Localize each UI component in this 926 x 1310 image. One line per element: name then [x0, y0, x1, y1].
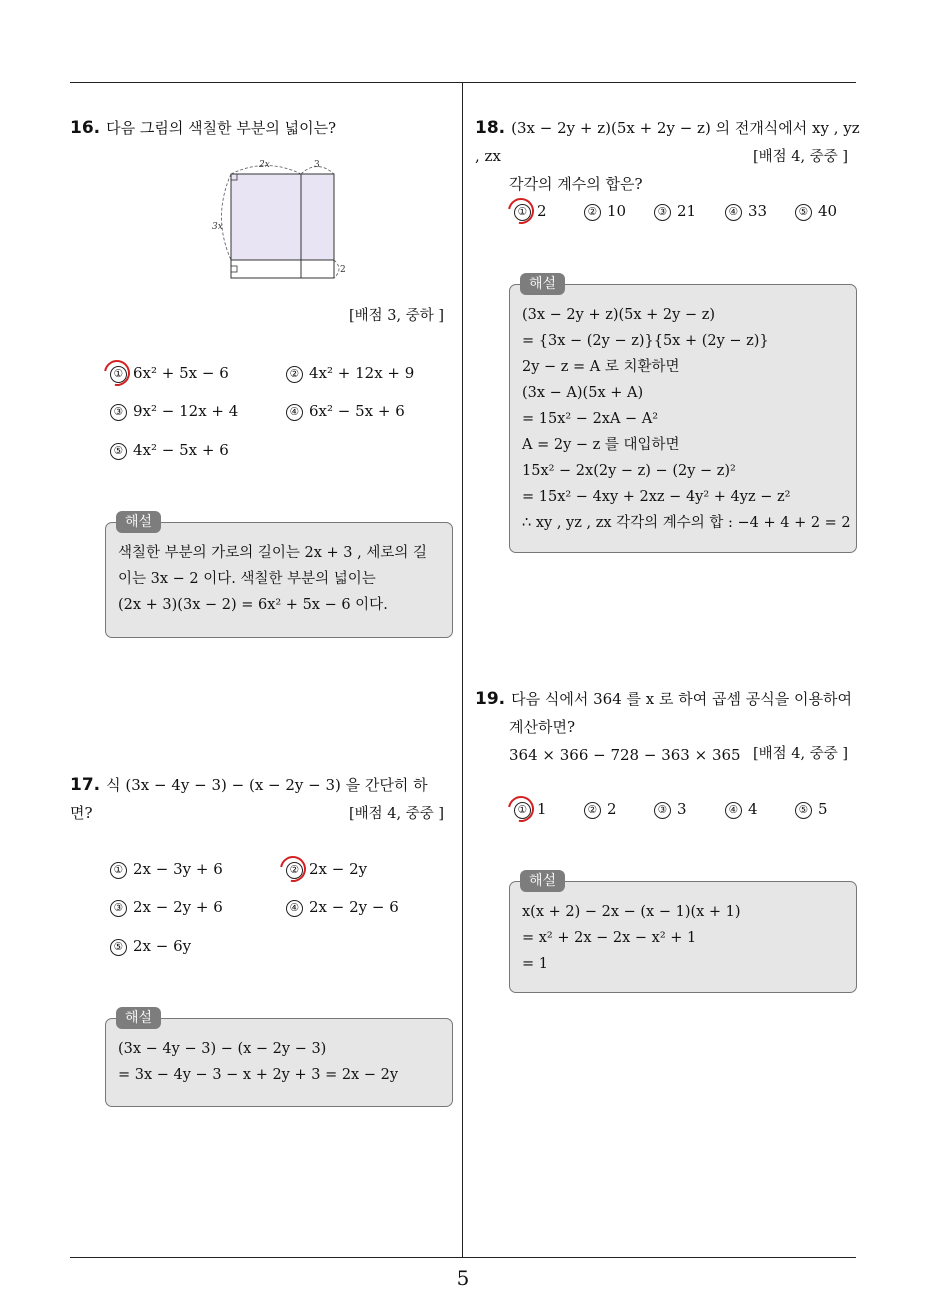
- option-text: 2: [537, 202, 547, 220]
- option-number: ①: [514, 802, 531, 819]
- solution-line: = {3x − (2y − z)}{5x + (2y − z)}: [522, 333, 769, 349]
- q18-solution-box: [509, 276, 857, 553]
- question-number: 16.: [70, 118, 101, 138]
- question-19-meta: [배점 4, 중중 ]: [753, 746, 849, 762]
- option-text: 6x² + 5x − 6: [133, 364, 229, 382]
- solution-body: [118, 1036, 440, 1088]
- q17-option-1[interactable]: [110, 860, 223, 879]
- question-text-cont: 계산하면?: [509, 718, 576, 736]
- solution-body: [522, 302, 851, 536]
- option-text: 21: [677, 202, 697, 220]
- option-text: 2: [607, 800, 617, 818]
- option-number: ⑤: [795, 802, 812, 819]
- solution-line: (2x + 3)(3x − 2) = 6x² + 5x − 6 이다.: [118, 597, 388, 613]
- option-number: ②: [584, 204, 601, 221]
- solution-line: 2y − z = A 로 치환하면: [522, 359, 680, 375]
- label-2: 2: [340, 265, 346, 275]
- q18-option-5[interactable]: [795, 202, 837, 221]
- solution-label: 해설: [520, 273, 565, 295]
- figure-rectangle-diagram: [210, 155, 350, 285]
- selected-answer-mark: [99, 355, 135, 391]
- option-number: ⑤: [110, 939, 127, 956]
- page-number: 5: [456, 1266, 470, 1290]
- solution-line: 이는 3x − 2 이다. 색칠한 부분의 넓이는: [118, 571, 376, 587]
- q18-option-3[interactable]: [654, 202, 696, 221]
- question-text-cont: 각각의 계수의 합은?: [509, 175, 643, 193]
- solution-line: (3x − 4y − 3) − (x − 2y − 3): [118, 1041, 327, 1057]
- option-number: ①: [110, 862, 127, 879]
- question-18-meta: [배점 4, 중중 ]: [753, 149, 849, 165]
- solution-line: = 1: [522, 956, 548, 972]
- option-number: ⑤: [795, 204, 812, 221]
- option-number: ③: [110, 404, 127, 421]
- question-expression: 364 × 366 − 728 − 363 × 365: [509, 746, 741, 764]
- solution-label: 해설: [116, 511, 161, 533]
- q19-option-5[interactable]: [795, 800, 828, 819]
- option-text: 9x² − 12x + 4: [133, 402, 239, 420]
- option-number: ①: [110, 366, 127, 383]
- question-number: 18.: [475, 118, 506, 138]
- option-text: 2x − 2y − 6: [309, 898, 399, 916]
- question-text: 다음 그림의 색칠한 부분의 넓이는?: [106, 119, 337, 137]
- solution-line: (3x − 2y + z)(5x + 2y − z): [522, 307, 716, 323]
- q18-option-2[interactable]: [584, 202, 626, 221]
- label-3x: 3x: [212, 222, 223, 232]
- option-number: ③: [110, 900, 127, 917]
- question-text: 식 (3x − 4y − 3) − (x − 2y − 3) 을 간단히 하면?: [70, 776, 428, 822]
- solution-line: 색칠한 부분의 가로의 길이는 2x + 3 , 세로의 길: [118, 545, 427, 561]
- option-number: ④: [725, 204, 742, 221]
- shaded-region: [231, 174, 334, 260]
- option-text: 5: [818, 800, 828, 818]
- solution-line: x(x + 2) − 2x − (x − 1)(x + 1): [522, 904, 741, 920]
- question-text: (3x − 2y + z)(5x + 2y − z) 의 전개식에서 xy , yz , zx: [475, 119, 860, 165]
- solution-line: (3x − A)(5x + A): [522, 385, 644, 401]
- option-number: ①: [514, 204, 531, 221]
- option-number: ②: [286, 366, 303, 383]
- q17-option-4[interactable]: [286, 898, 399, 917]
- option-text: 33: [748, 202, 768, 220]
- option-number: ④: [725, 802, 742, 819]
- q19-option-3[interactable]: [654, 800, 687, 819]
- option-text: 10: [607, 202, 627, 220]
- q19-option-4[interactable]: [725, 800, 758, 819]
- option-number: ④: [286, 404, 303, 421]
- label-3: 3: [314, 160, 320, 170]
- option-text: 4x² − 5x + 6: [133, 441, 229, 459]
- option-text: 2x − 2y + 6: [133, 898, 223, 916]
- question-16-meta: [배점 3, 중하 ]: [349, 308, 445, 324]
- solution-line: = 3x − 4y − 3 − x + 2y + 3 = 2x − 2y: [118, 1067, 399, 1083]
- option-number: ④: [286, 900, 303, 917]
- option-number: ③: [654, 204, 671, 221]
- question-16: [70, 114, 450, 142]
- option-number: ③: [654, 802, 671, 819]
- bottom-rule: [70, 1257, 856, 1258]
- question-number: 19.: [475, 689, 506, 709]
- option-text: 2x − 2y: [309, 860, 368, 878]
- solution-line: ∴ xy , yz , zx 각각의 계수의 합 : −4 + 4 + 2 = 2: [522, 515, 851, 531]
- q16-option-2[interactable]: [286, 364, 414, 383]
- question-number: 17.: [70, 775, 101, 795]
- solution-label: 해설: [520, 870, 565, 892]
- top-rule: [70, 82, 856, 83]
- option-number: ②: [286, 862, 303, 879]
- option-text: 3: [677, 800, 687, 818]
- option-number: ⑤: [110, 443, 127, 460]
- column-divider: [462, 83, 463, 1258]
- solution-line: 15x² − 2x(2y − z) − (2y − z)²: [522, 463, 736, 479]
- solution-body: [118, 540, 440, 618]
- q16-option-4[interactable]: [286, 402, 405, 421]
- solution-label: 해설: [116, 1007, 161, 1029]
- selected-answer-mark: [503, 791, 539, 827]
- solution-body: [522, 899, 844, 977]
- q16-solution-box: [105, 514, 453, 638]
- q18-option-4[interactable]: [725, 202, 767, 221]
- q16-option-5[interactable]: [110, 441, 229, 460]
- selected-answer-mark: [275, 851, 311, 887]
- label-2x: 2x: [259, 160, 270, 170]
- solution-line: = 15x² − 4xy + 2xz − 4y² + 4yz − z²: [522, 489, 791, 505]
- option-text: 40: [818, 202, 838, 220]
- option-text: 4x² + 12x + 9: [309, 364, 415, 382]
- option-text: 1: [537, 800, 547, 818]
- q19-solution-box: [509, 873, 857, 993]
- solution-line: A = 2y − z 를 대입하면: [522, 437, 680, 453]
- q16-option-3[interactable]: [110, 402, 238, 421]
- option-text: 4: [748, 800, 758, 818]
- question-text: 다음 식에서 364 를 x 로 하여 곱셈 공식을 이용하여: [511, 690, 852, 708]
- option-text: 2x − 3y + 6: [133, 860, 223, 878]
- q19-option-2[interactable]: [584, 800, 617, 819]
- selected-answer-mark: [503, 193, 539, 229]
- q17-option-3[interactable]: [110, 898, 223, 917]
- option-number: ②: [584, 802, 601, 819]
- q17-option-5[interactable]: [110, 937, 191, 956]
- q17-solution-box: [105, 1010, 453, 1107]
- question-17-meta: [배점 4, 중중 ]: [349, 806, 445, 822]
- solution-line: = x² + 2x − 2x − x² + 1: [522, 930, 697, 946]
- option-text: 6x² − 5x + 6: [309, 402, 405, 420]
- option-text: 2x − 6y: [133, 937, 192, 955]
- solution-line: = 15x² − 2xA − A²: [522, 411, 659, 427]
